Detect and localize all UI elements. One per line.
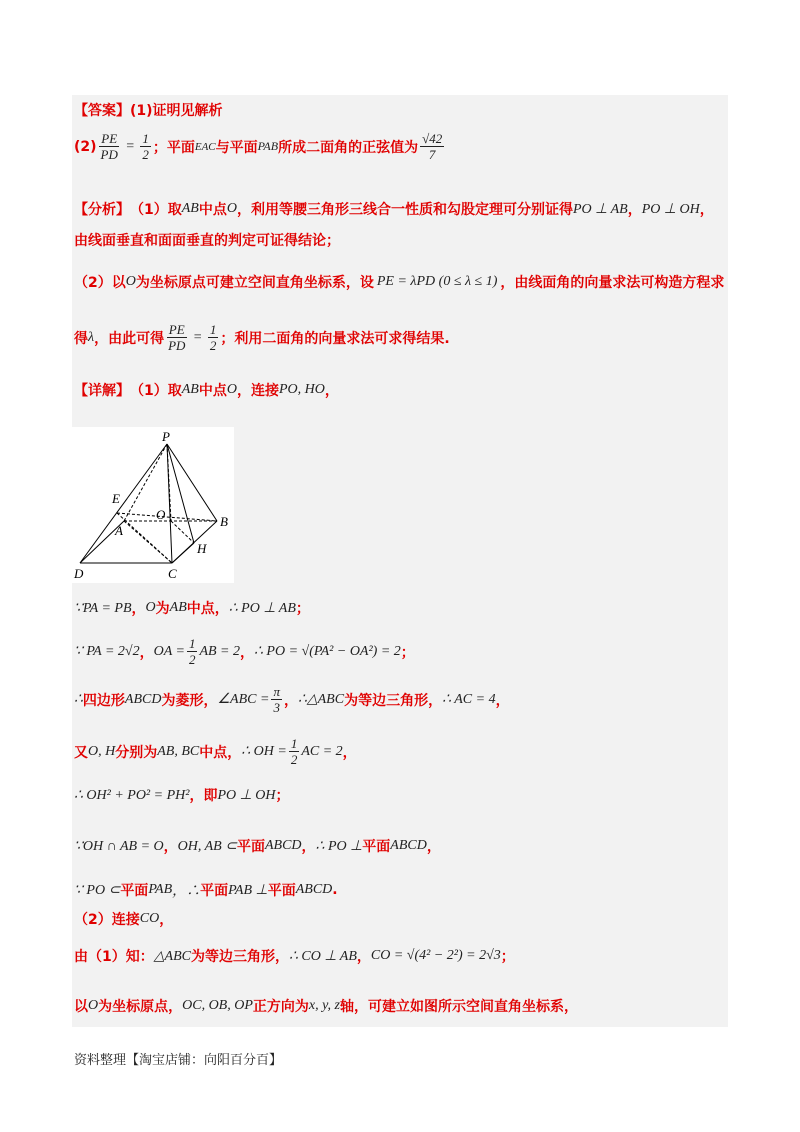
detail-line-1: 【详解】 （1）取 AB 中点 O ，连接 PO, HO ， [74, 382, 339, 399]
ratio-fraction-2: $\frac{PE}{PD}$ [168, 322, 186, 353]
label-H: H [197, 541, 207, 556]
label-D: D [74, 566, 84, 581]
label-A: A [115, 523, 123, 538]
analysis-line-2: 由线面垂直和面面垂直的判定可证得结论； [74, 233, 340, 249]
analysis-line-1: 【分析】 （1）取 AB 中点 O ，利用等腰三角形三线合一性质和勾股定理可分别证得 PO ⊥ AB ， PO ⊥ OH ， [74, 201, 714, 218]
answer-line-2: (2) $\frac{PE}{PD}$ = $\frac{1}{2}$ ；平面 EAC 与平面 PAB 所成二面角的正弦值为 $\frac{√42}{7}$ [74, 131, 443, 162]
step-7: ∵ PO ⊂ 平面 PAB ，∴ 平面 PAB ⊥ 平面 ABCD . [74, 882, 338, 899]
detail-label: 【详解】 [74, 383, 130, 399]
answer-part2-label: (2) [74, 138, 97, 155]
step-1: ∵PA = PB ， O 为 AB 中点， ∴ PO ⊥ AB ； [74, 600, 310, 617]
ratio-fraction: $\frac{PE}{PD}$ [100, 131, 118, 162]
answer-line-1 [74, 100, 223, 120]
step-2: ∵ PA = 2√2 ， OA = $\frac{1}{2}$ AB = 2 ， ∴ PO = √(PA² − OA²) = 2 ； [74, 636, 415, 667]
analysis-line-4: 得 λ ，由此可得 $\frac{PE}{PD}$ = $\frac{1}{2}$ ；利用二面角的向量求法可求得结果. [74, 322, 450, 353]
label-C: C [168, 566, 177, 581]
part2-line-2: 由（1）知： △ABC 为等边三角形， ∴ CO ⊥ AB ， CO = √(4² − 2²) = 2√3 ； [74, 948, 515, 965]
step-5: ∴ OH² + PO² = PH² ，即 PO ⊥ OH ； [74, 787, 290, 804]
footer-note: 资料整理【淘宝店铺：向阳百分百】 [74, 1053, 283, 1068]
step-3: ∴ 四边形 ABCD 为菱形， ∠ABC = $\frac{\pi}{3}$ ， ∴△ABC 为等边三角形， ∴ AC = 4 ， [74, 684, 510, 715]
half-fraction: $\frac{1}{2}$ [142, 131, 149, 162]
half-fraction-2: $\frac{1}{2}$ [209, 322, 217, 353]
label-E: E [112, 491, 120, 506]
step-4: 又 O, H 分别为 AB, BC 中点， ∴ OH = $\frac{1}{2}$ AC = 2 ， [74, 736, 357, 767]
label-O: O [156, 507, 166, 522]
label-B: B [220, 514, 228, 529]
pyramid-diagram [72, 427, 234, 583]
answer-part1: (1)证明见解析 [130, 103, 223, 119]
pyramid-figure [72, 427, 234, 583]
label-P: P [162, 429, 170, 444]
part2-line-3: 以 O 为坐标原点， OC, OB, OP 正方向为 x, y, z 轴，可建立如图所示空间直角坐标系， [74, 998, 579, 1015]
part2-line-1: （2）连接 CO ， [74, 911, 174, 928]
step-6: ∵OH ∩ AB = O ， OH, AB ⊂ 平面 ABCD ， ∴ PO ⊥ 平面 ABCD ， [74, 838, 441, 855]
answer-label: 【答案】 [74, 103, 130, 119]
analysis-label: 【分析】 [74, 202, 130, 218]
sine-fraction: $\frac{√42}{7}$ [422, 131, 443, 162]
analysis-line-3: （2）以 O 为坐标原点可建立空间直角坐标系，设 PE = λPD (0 ≤ λ ≤ 1) ，由线面角的向量求法可构造方程求 [74, 274, 725, 291]
